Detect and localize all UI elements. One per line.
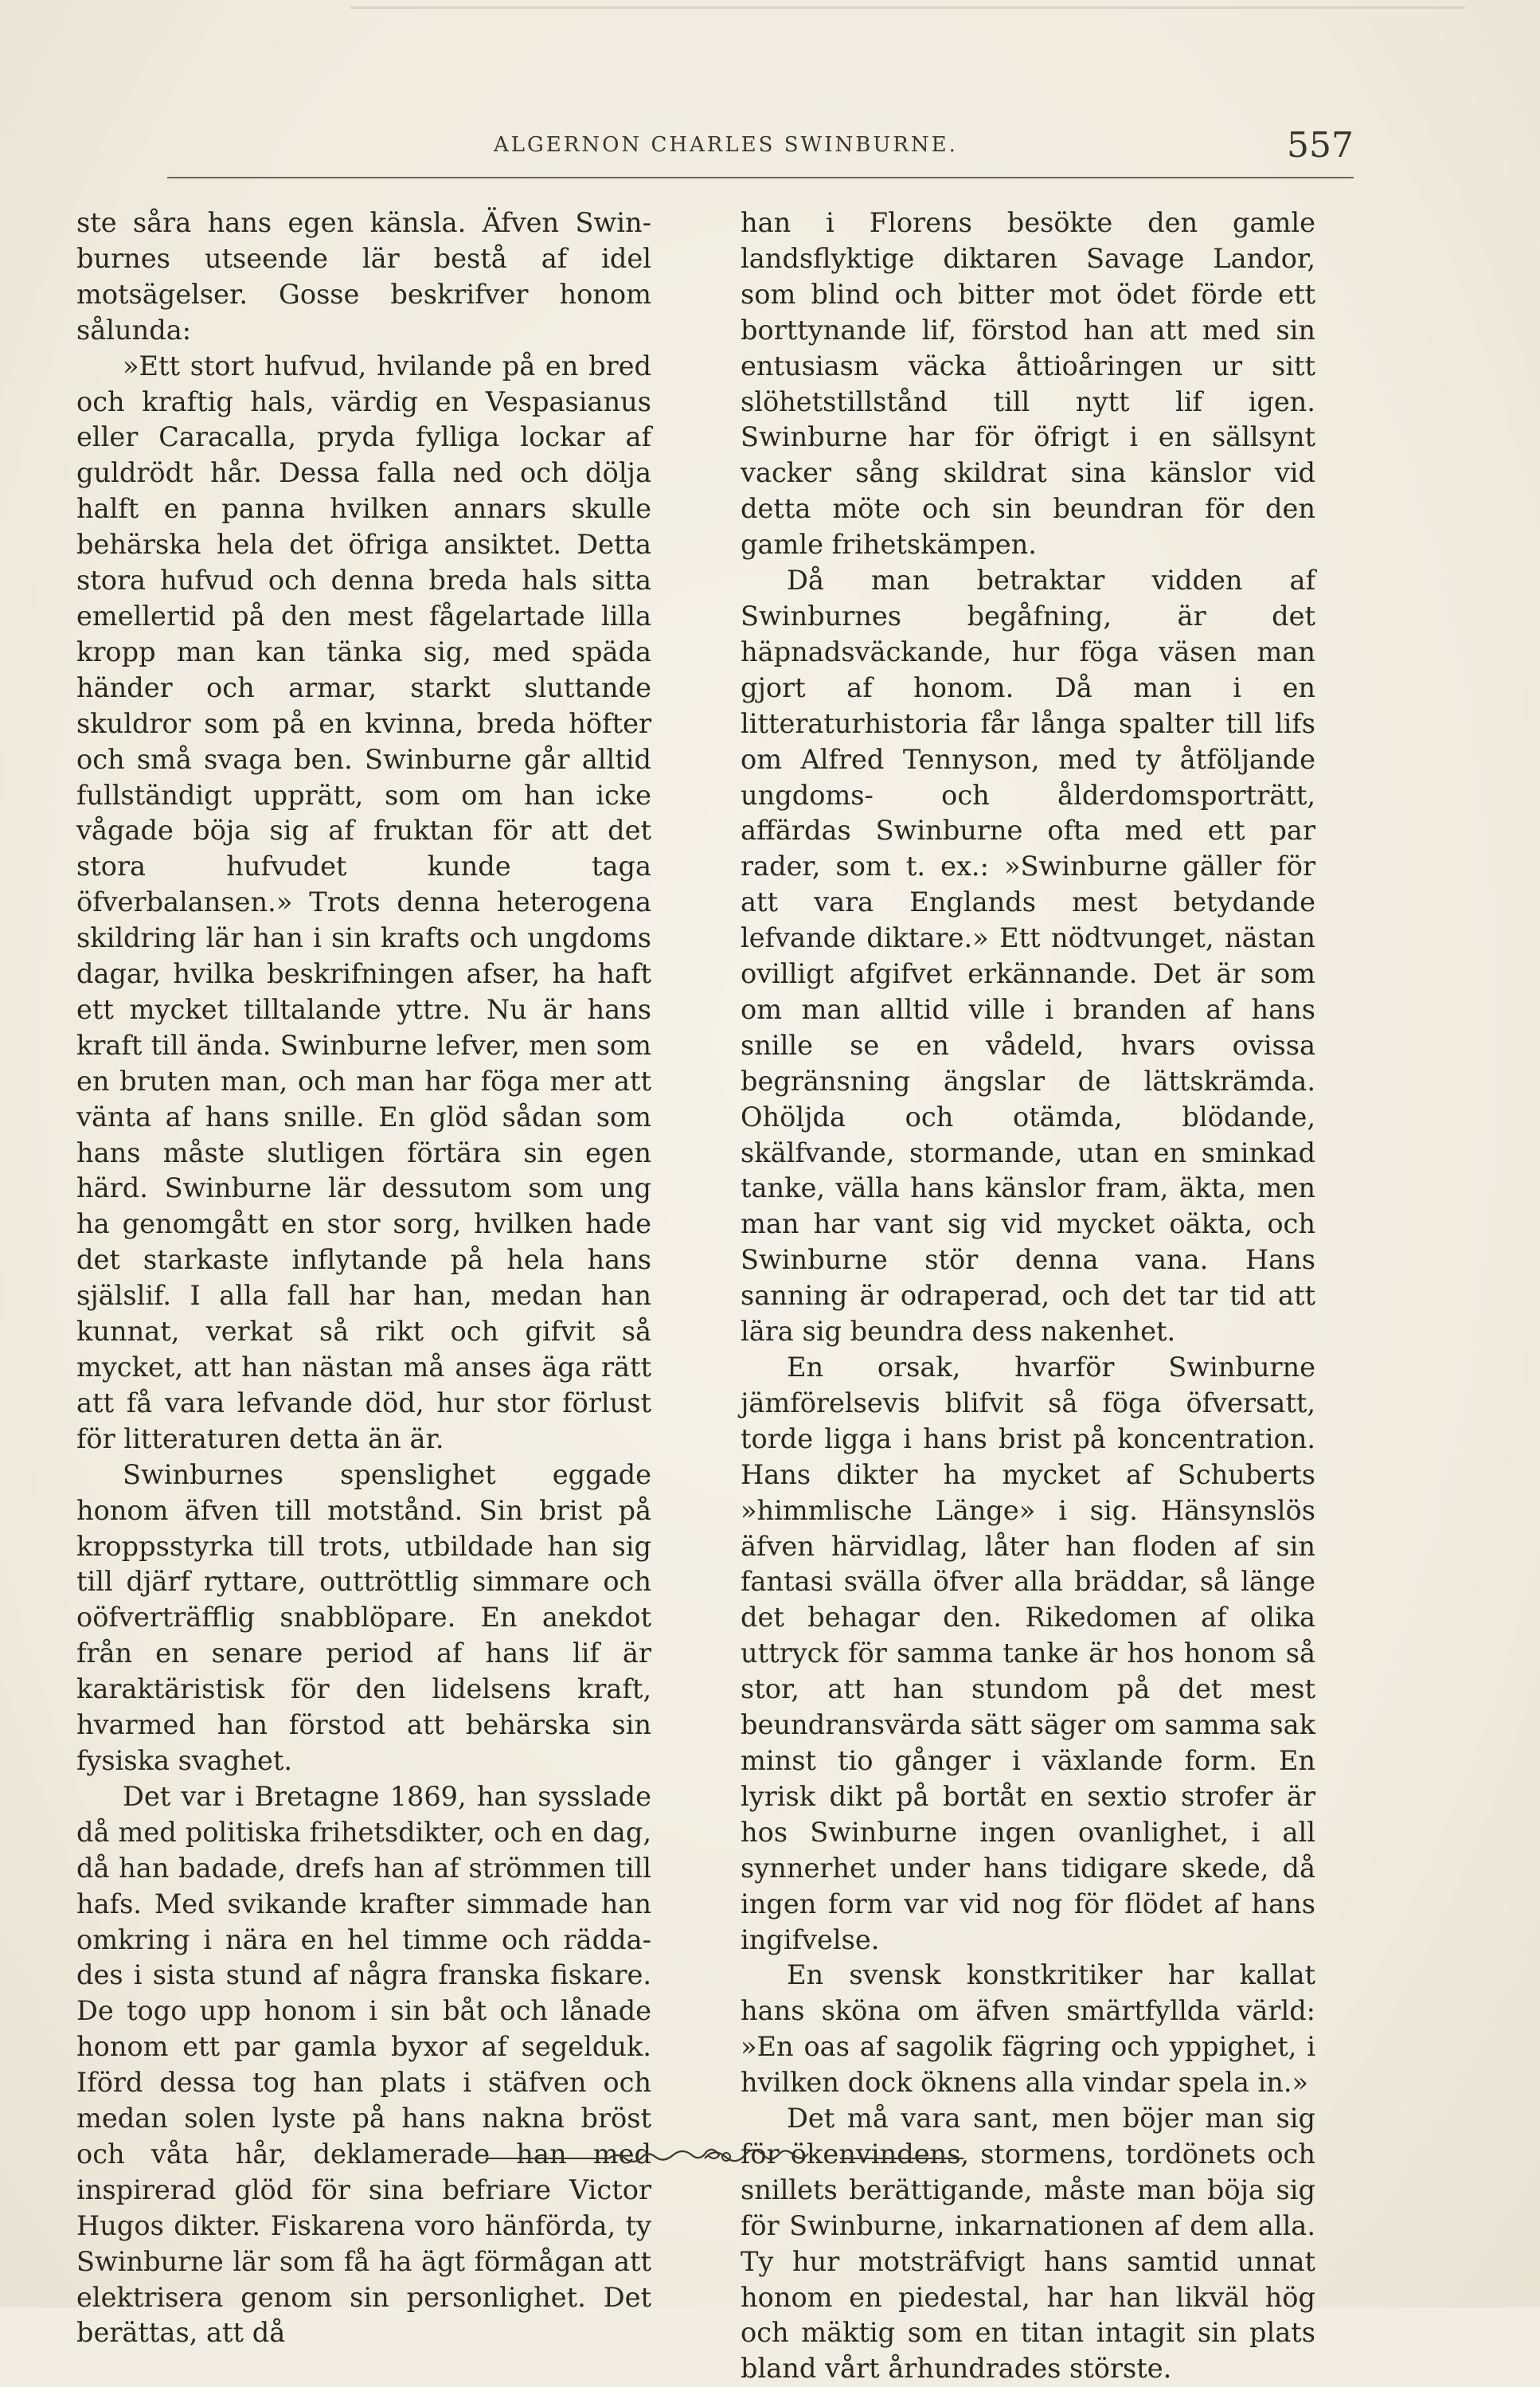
left-column [76, 205, 651, 2351]
paragraph: Swinburnes spenslighet eggade honom äfven till motstånd. Sin brist på kroppsstyrka till trots, utbildade han sig till djärf ryttare, outtröttlig simmare och oöfverträfflig snabblöpare. En anekdot från en senare period af hans lif är karaktäristisk för den lidelsens kraft, hvarmed han förstod att behärska sin fysiska svaghet. [76, 1458, 651, 1776]
paragraph: En svensk konstkritiker har kallat hans sköna om äfven smärtfyllda värld: »En oas af sagolik fägring och yppighet, i hvilken dock öknens alla vindar spela in.» [741, 1959, 1315, 2099]
page-header [167, 125, 1354, 179]
right-column [741, 205, 1315, 2387]
paragraph: »Ett stort hufvud, hvilande på en bred och kraftig hals, värdig en Vespasianus eller Caracalla, pryda fylliga lockar af guldrödt hår. Dessa falla ned och dölja halft en panna hvilken annars skulle behärska hela det öfriga ansiktet. Detta stora hufvud och denna breda hals sitta emellertid på den mest fågelartade lilla kropp man kan tänka sig, med späda händer och armar, starkt sluttande skuldror som på en kvinna, breda höfter och små svaga ben. Swinburne går alltid fullständigt upprätt, som om han icke vågade böja sig af fruktan för att det stora hufvudet kunde taga öfverbalansen.» Trots denna heterogena skildring lär han i sin krafts och ungdoms dagar, hvilka beskrifningen afser, ha haft ett mycket tilltalande yttre. Nu är hans kraft till ända. Swinburne lefver, men som en bruten man, och man har föga mer att vänta af hans snille. En glöd sådan som hans måste slutligen förtära sin egen härd. Swinburne lär dessutom som ung ha genomgått en stor sorg, hvilken hade det starkaste inflytande på hela hans själslif. I alla fall har han, medan han kunnat, verkat så rikt och gifvit så mycket, att han nästan må anses äga rätt att få vara lefvande död, hur stor förlust för litteraturen detta än är. [76, 350, 651, 1454]
paragraph: han i Florens besökte den gamle landsflyktige diktaren Savage Landor, som blind och bitter mot ödet förde ett borttynande lif, förstod han att med sin entusiasm väcka åttioåringen ur sitt slöhetstillstånd till nytt lif igen. Swinburne har för öfrigt i en sällsynt vacker sång skildrat sina känslor vid detta möte och sin beundran för den gamle frihetskämpen. [741, 207, 1315, 561]
paragraph: En orsak, hvarför Swinburne jämförelsevis blifvit så föga öfversatt, torde ligga i hans brist på koncentration. Hans dikter ha mycket af Schuberts »himmlische Länge» i sig. Hänsynslös äfven härvidlag, låter han floden af sin fantasi svälla öfver alla bräddar, så länge det behagar den. Rikedomen af olika uttryck för samma tanke är hos honom så stor, att han stundom på det mest beundransvärda sätt säger om samma sak minst tio gånger i växlande form. En lyrisk dikt på bortåt en sextio strofer är hos Swinburne ingen ovanlighet, i all synnerhet under hans tidigare skede, då ingen form var vid nog för flödet af hans ingifvelse. [741, 1352, 1315, 1955]
page-top-edge [350, 6, 1465, 9]
paragraph: ste såra hans egen känsla. Äfven Swinburnes utseende lär bestå af idel motsägelser. Gosse beskrifver honom sålunda: [76, 207, 651, 346]
running-title: ALGERNON CHARLES SWINBURNE. [494, 133, 958, 157]
paragraph: Då man betraktar vidden af Swinburnes begåfning, är det häpnadsväckande, hur föga väsen man gjort af honom. Då man i en litteraturhistoria får långa spalter till lifs om Alfred Tennyson, med ty åtföljande ungdoms- och ålderdomsporträtt, affärdas Swinburne ofta med ett par rader, som t. ex.: »Swinburne gäller för att vara Englands mest betydande lefvande diktare.» Ett nödtvunget, nästan ovilligt afgifvet erkännande. Det är som om man alltid ville i branden af hans snille se en vådeld, hvars ovissa begränsning ängslar de lättskrämda. Ohöljda och otämda, blödande, skälfvande, stormande, utan en sminkad tanke, välla hans känslor fram, äkta, men man har vant sig vid mycket oäkta, och Swinburne stör denna vana. Hans sanning är odraperad, och det tar tid att lära sig beundra dess nakenhet. [741, 565, 1315, 1348]
page-number: 557 [1287, 125, 1354, 166]
paragraph: Det var i Bretagne 1869, han sysslade då med politiska frihetsdikter, och en dag, då han badade, drefs han af strömmen till hafs. Med svikande krafter simmade han omkring i nära en hel timme och räddades i sista stund af några franska fiskare. De togo upp honom i sin båt och lånade honom ett par gamla byxor af segelduk. Iförd dessa tog han plats i stäfven och medan solen lyste på hans nakna bröst och våta hår, deklamerade han med inspirerad glöd för sina befriare Victor Hugos dikter. Fiskarena voro hänförda, ty Swinburne lär som få ha ägt förmågan att elektrisera genom sin personlighet. Det berättas, att då [76, 1780, 651, 2349]
tailpiece-ornament-icon [478, 2142, 971, 2174]
header-rule [167, 177, 1354, 178]
paragraph: Det må vara sant, men böjer man sig för ökenvindens, stormens, tordönets och snillets berättigande, måste man böja sig för Swinburne, inkarnationen af dem alla. Ty hur motsträfvigt hans samtid unnat honom en piedestal, har han likväl hög och mäktig som en titan intagit sin plats bland vårt århundrades störste. [741, 2103, 1315, 2385]
